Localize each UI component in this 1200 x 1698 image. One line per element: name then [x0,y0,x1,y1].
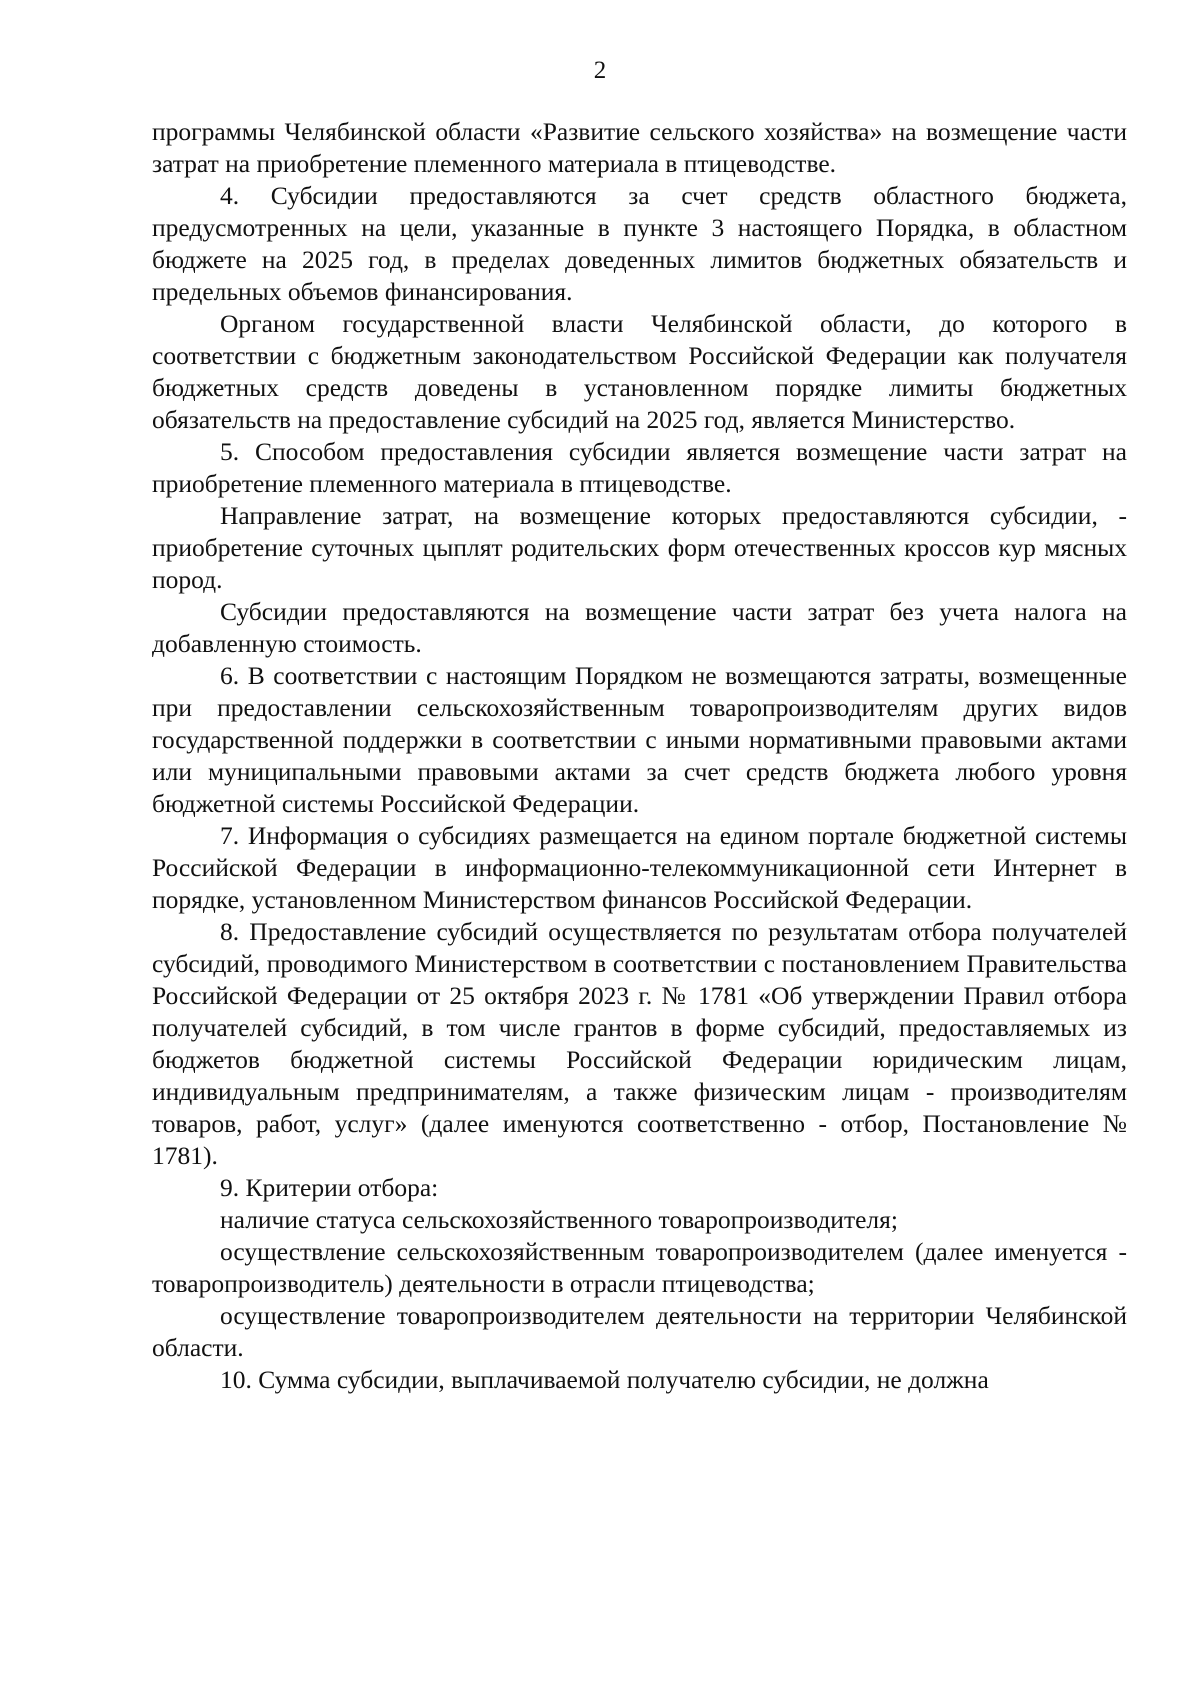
paragraph-authority: Органом государственной власти Челябинской области, до которого в соответствии с бюджетным законодательством Российской Федерации как получателя бюджетных средств доведены в установленном порядке лимиты бюджетных обязательств на предоставление субсидий на 2025 год, является Министерство. [152,309,1127,434]
paragraph-vat: Субсидии предоставляются на возмещение части затрат без учета налога на добавленную стоимость. [152,597,1127,658]
paragraph-item-7: 7. Информация о субсидиях размещается на едином портале бюджетной системы Российской Федерации в информационно-телекоммуникационной сети Интернет в порядке, установленном Министерством финансов Российской Федерации. [152,821,1127,914]
paragraph-item-9: 9. Критерии отбора: [220,1173,439,1202]
document-body [152,116,1127,1396]
criteria-status: наличие статуса сельскохозяйственного товаропроизводителя; [220,1205,898,1234]
paragraph-item-5: 5. Способом предоставления субсидии является возмещение части затрат на приобретение племенного материала в птицеводстве. [152,437,1127,498]
criteria-territory: осуществление товаропроизводителем деятельности на территории Челябинской области. [152,1301,1127,1362]
paragraph-item-6: 6. В соответствии с настоящим Порядком не возмещаются затраты, возмещенные при предоставлении сельскохозяйственным товаропроизводителям других видов государственной поддержки в соответствии с иными нормативными правовыми актами или муниципальными правовыми актами за счет средств бюджета любого уровня бюджетной системы Российской Федерации. [152,661,1127,818]
paragraph-item-10: 10. Сумма субсидии, выплачиваемой получателю субсидии, не должна [220,1365,989,1394]
criteria-poultry: осуществление сельскохозяйственным товаропроизводителем (далее именуется - товаропроизводитель) деятельности в отрасли птицеводства; [152,1237,1127,1298]
paragraph-continuation: программы Челябинской области «Развитие сельского хозяйства» на возмещение части затрат на приобретение племенного материала в птицеводстве. [152,117,1127,178]
page-number: 2 [593,57,607,84]
paragraph-item-4: 4. Субсидии предоставляются за счет средств областного бюджета, предусмотренных на цели, указанные в пункте 3 настоящего Порядка, в областном бюджете на 2025 год, в пределах доведенных лимитов бюджетных обязательств и предельных объемов финансирования. [152,181,1127,306]
paragraph-item-8: 8. Предоставление субсидий осуществляется по результатам отбора получателей субсидий, проводимого Министерством в соответствии с постановлением Правительства Российской Федерации от 25 октября 2023 г. № 1781 «Об утверждении Правил отбора получателей субсидий, в том числе грантов в форме субсидий, предоставляемых из бюджетов бюджетной системы Российской Федерации юридическим лицам, индивидуальным предпринимателям, а также физическим лицам - производителям товаров, работ, услуг» (далее именуются соответственно - отбор, Постановление № 1781). [152,917,1127,1170]
paragraph-expense-direction: Направление затрат, на возмещение которых предоставляются субсидии, - приобретение суточных цыплят родительских форм отечественных кроссов кур мясных пород. [152,501,1127,594]
